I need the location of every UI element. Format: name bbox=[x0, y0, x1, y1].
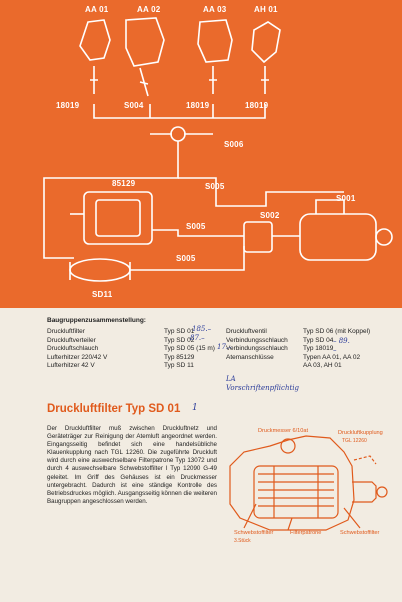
label-aa03: AA 03 bbox=[203, 5, 227, 14]
part-name: Druckluftverteiler bbox=[47, 336, 96, 344]
label-s002: S002 bbox=[260, 211, 280, 220]
label-s006: S006 bbox=[224, 140, 244, 149]
part-type: Typ SD 11 bbox=[164, 362, 194, 370]
handwritten-price: 185.– bbox=[192, 325, 212, 333]
parts-row bbox=[47, 354, 215, 363]
label-18019-a: 18019 bbox=[56, 101, 80, 110]
label-aa02: AA 02 bbox=[137, 5, 161, 14]
label-18019-c: 18019 bbox=[245, 101, 269, 110]
part-name: Druckluftschlauch bbox=[47, 345, 99, 353]
part-type: Typ SD 02 bbox=[164, 336, 195, 344]
figure-label-schwebstoffilter-left: Schwebstoffilter bbox=[234, 530, 274, 536]
mask-aa01-shape bbox=[80, 20, 110, 60]
handwritten-price: 87.– bbox=[190, 334, 205, 342]
mask-aa02-shape bbox=[126, 18, 164, 66]
parts-row bbox=[226, 354, 370, 363]
handwritten-mark: 1 bbox=[192, 403, 198, 413]
part-type: Typ SD 06 (mit Koppel) bbox=[303, 328, 371, 335]
filter-cutaway-figure bbox=[226, 426, 396, 542]
label-s005-top: S005 bbox=[205, 182, 225, 191]
parts-row bbox=[226, 345, 370, 354]
handwritten-mark: – bbox=[333, 346, 337, 354]
part-name: Lufterhitzer 220/42 V bbox=[47, 353, 108, 361]
parts-list-right bbox=[226, 328, 370, 371]
label-sd11: SD11 bbox=[92, 290, 113, 299]
label-s005-mid: S005 bbox=[186, 222, 206, 231]
hood-ah01-shape bbox=[252, 22, 280, 62]
label-ah01: AH 01 bbox=[254, 5, 278, 14]
label-aa01: AA 01 bbox=[85, 5, 109, 14]
part-name: Lufterhitzer 42 V bbox=[47, 362, 95, 370]
figure-label-schwebstoffilter-right: Schwebstoffilter bbox=[340, 530, 380, 536]
handwritten-note: LA bbox=[226, 375, 236, 383]
parts-row bbox=[47, 345, 215, 354]
parts-row bbox=[47, 362, 215, 371]
part-name: Verbindungsschlauch bbox=[226, 345, 288, 353]
part-type: Typ 85129 bbox=[164, 353, 195, 361]
part-name: Druckluftfilter bbox=[47, 328, 85, 335]
handwritten-price: 17.– bbox=[217, 343, 232, 351]
part-type: Typ 18019 bbox=[303, 345, 334, 353]
label-s004: S004 bbox=[124, 101, 144, 110]
parts-row bbox=[226, 328, 370, 337]
handwritten-price: – 89. bbox=[333, 337, 350, 345]
part-name: Atemanschlüsse bbox=[226, 353, 274, 361]
figure-label-druckmesser: Druckmesser 6/10at bbox=[258, 428, 309, 434]
part-type: Typ SD 05 (15 m) bbox=[164, 345, 215, 353]
figure-label-kupplung: Druckluftkupplung bbox=[338, 430, 383, 436]
figure-label-count: 3.Stück bbox=[234, 538, 251, 544]
label-18019-b: 18019 bbox=[186, 101, 210, 110]
part-type: Typ SD 04 bbox=[303, 336, 334, 344]
part-name: Verbindungsschlauch bbox=[226, 336, 288, 344]
label-85129: 85129 bbox=[112, 179, 136, 188]
handwritten-note: Vorschriftenpflichtig bbox=[226, 384, 299, 392]
section-title: Druckluftfilter Typ SD 01 bbox=[47, 403, 181, 415]
label-s001: S001 bbox=[336, 194, 356, 203]
parts-list-heading: Baugruppenzusammenstellung: bbox=[47, 317, 146, 324]
part-name: Druckluftventil bbox=[226, 328, 267, 335]
mask-aa03-shape bbox=[198, 20, 232, 62]
part-type: Typen AA 01, AA 02 bbox=[303, 353, 361, 361]
parts-row bbox=[226, 362, 370, 371]
figure-label-tgl: TGL 12260 bbox=[342, 438, 367, 444]
figure-label-filterpatrone: Filterpatrone bbox=[290, 530, 322, 536]
part-type: Typ SD 01 bbox=[164, 328, 195, 335]
part-name bbox=[226, 362, 303, 371]
section-body: Der Druckluftfilter muß zwischen Druckluftnetz und Geräteträger zur Reinigung der Atemluft angeordnet werden. Eingangsseitig befindet sich eine handelsübliche Klauenkupplung nach TGL 12260. Die zugeführte Druckluft wird durch eine auswechselbare Filterpatrone Typ 13072 und durch 4 auswechselbare Schwebstoffilter I Typ 12090 G-49 geleitet. Im Griff des Gehäuses ist ein Druckmesser untergebracht. Dadurch ist eine ständige Kontrolle des Betriebsdruckes möglich. Ausgangsseitig können die weiteren Baugruppen angeschlossen werden. bbox=[47, 425, 217, 505]
part-type: AA 03, AH 01 bbox=[303, 362, 342, 370]
label-s005-bottom: S005 bbox=[176, 254, 196, 263]
